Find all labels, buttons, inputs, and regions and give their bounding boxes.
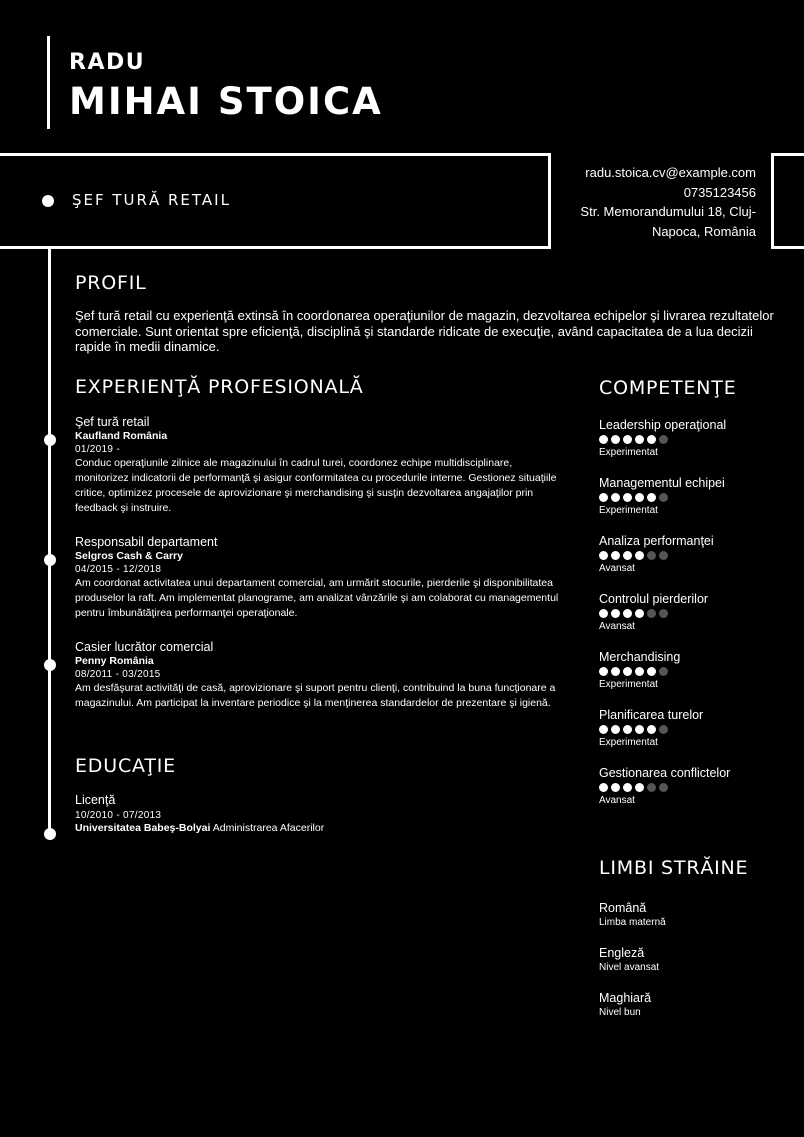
rating-dot-icon: [623, 725, 632, 734]
contact-address-line2: Napoca, România: [651, 223, 756, 239]
job-role: Responsabil departament: [75, 535, 218, 549]
skill-item: [599, 476, 789, 534]
skill-name: Analiza performanţei: [599, 534, 714, 548]
timeline-dot: [44, 659, 56, 671]
skill-rating: [599, 667, 789, 676]
experience-item: [75, 535, 560, 621]
rating-dot-icon: [659, 725, 668, 734]
last-name: MIHAI STOICA: [69, 80, 383, 123]
skill-level: Avansat: [599, 563, 635, 574]
contact-address-line1: Str. Memorandumului 18, Cluj-: [580, 204, 756, 219]
rating-dot-icon: [623, 493, 632, 502]
skill-level: Avansat: [599, 795, 635, 806]
job-company: Kaufland România: [75, 430, 168, 442]
first-name: RADU: [69, 50, 146, 75]
rating-dot-icon: [635, 783, 644, 792]
job-dates: 08/2011 - 03/2015: [75, 669, 161, 680]
language-item: [599, 946, 659, 973]
skill-level: Avansat: [599, 621, 635, 632]
skill-name: Managementul echipei: [599, 476, 725, 490]
job-dates: 01/2019 -: [75, 444, 120, 455]
language-name: Engleză: [599, 946, 645, 960]
skill-level: Experimentat: [599, 737, 658, 748]
rating-dot-icon: [647, 725, 656, 734]
skill-rating: [599, 435, 789, 444]
education-item: [75, 793, 324, 834]
skill-name: Gestionarea conflictelor: [599, 766, 731, 780]
skill-item: [599, 766, 789, 824]
rating-dot-icon: [599, 609, 608, 618]
rating-dot-icon: [647, 551, 656, 560]
job-description: Am coordonat activitatea unui departament comercial, am urmărit stocurile, pierderile şi disponibilitatea produselor la raft. Am implementat planograme, am analizat vânzările şi am colaborat cu managementul pentru îmbunătăţirea performanţei operaţionale.: [75, 577, 559, 619]
skills-heading: COMPETENŢE: [599, 377, 737, 399]
rating-dot-icon: [635, 667, 644, 676]
experience-heading: EXPERIENŢĂ PROFESIONALĂ: [75, 376, 364, 398]
rating-dot-icon: [659, 609, 668, 618]
skill-level: Experimentat: [599, 447, 658, 458]
skill-name: Planificarea turelor: [599, 708, 704, 722]
education-dates: 10/2010 - 07/2013: [75, 810, 162, 821]
timeline-dot: [44, 828, 56, 840]
skills-list: [599, 418, 789, 824]
job-role: Casier lucrător comercial: [75, 640, 214, 654]
job-role: Şef tură retail: [75, 415, 150, 429]
experience-item: [75, 640, 560, 711]
skill-name: Merchandising: [599, 650, 681, 664]
rating-dot-icon: [635, 725, 644, 734]
rating-dot-icon: [599, 435, 608, 444]
skill-level: Experimentat: [599, 679, 658, 690]
experience-item: [75, 415, 560, 516]
education-field: Administrarea Afacerilor: [212, 822, 325, 834]
contact-phone[interactable]: 0735123456: [683, 184, 756, 200]
rating-dot-icon: [599, 667, 608, 676]
timeline-line: [48, 246, 51, 835]
rating-dot-icon: [659, 435, 668, 444]
skill-name: Controlul pierderilor: [599, 592, 709, 606]
rating-dot-icon: [647, 783, 656, 792]
rating-dot-icon: [635, 551, 644, 560]
name-accent-bar: [47, 36, 50, 129]
skill-rating: [599, 725, 789, 734]
bullet-icon: [42, 195, 54, 207]
rating-dot-icon: [647, 609, 656, 618]
skill-item: [599, 708, 789, 766]
rating-dot-icon: [611, 435, 620, 444]
language-item: [599, 901, 666, 928]
rating-dot-icon: [659, 667, 668, 676]
job-description: Am desfăşurat activităţi de casă, aprovizionare şi suport pentru clienţi, contribuind la buna funcţionare a magazinului. Am participat la inventare periodice şi la menţinerea standardelor de prezentare şi igienă.: [75, 682, 556, 709]
skill-item: [599, 534, 789, 592]
rating-dot-icon: [659, 493, 668, 502]
education-degree: Licenţă: [75, 793, 116, 807]
skill-item: [599, 418, 789, 476]
skill-level: Experimentat: [599, 505, 658, 516]
education-school-line: [75, 822, 324, 834]
skill-rating: [599, 493, 789, 502]
job-company: Penny România: [75, 655, 154, 667]
skill-name: Leadership operaţional: [599, 418, 727, 432]
rating-dot-icon: [623, 551, 632, 560]
rating-dot-icon: [611, 667, 620, 676]
rating-dot-icon: [647, 493, 656, 502]
contact-block: [560, 163, 756, 241]
rating-dot-icon: [635, 493, 644, 502]
language-level: Nivel avansat: [599, 962, 660, 973]
rating-dot-icon: [611, 725, 620, 734]
rating-dot-icon: [647, 667, 656, 676]
rating-dot-icon: [635, 435, 644, 444]
rating-dot-icon: [659, 551, 668, 560]
language-name: Română: [599, 901, 647, 915]
language-level: Nivel bun: [599, 1007, 641, 1018]
rating-dot-icon: [599, 493, 608, 502]
decorative-box: [771, 153, 804, 249]
education-heading: EDUCAŢIE: [75, 755, 176, 777]
timeline-dot: [44, 434, 56, 446]
rating-dot-icon: [623, 435, 632, 444]
rating-dot-icon: [611, 783, 620, 792]
timeline-dot: [44, 554, 56, 566]
education-school: Universitatea Babeş-Bolyai: [75, 822, 211, 834]
rating-dot-icon: [611, 493, 620, 502]
contact-email[interactable]: radu.stoica.cv@example.com: [585, 165, 756, 180]
rating-dot-icon: [599, 725, 608, 734]
job-title: ŞEF TURĂ RETAIL: [72, 191, 231, 209]
rating-dot-icon: [599, 551, 608, 560]
profile-text: Şef tură retail cu experienţă extinsă în coordonarea operaţiunilor de magazin, dezvoltarea echipelor şi livrarea rezultatelor comerciale. Sunt orientat spre eficienţă, disciplină şi standarde ridicate de execuţie, având capacitatea de a lua decizii rapide în medii dinamice.: [75, 308, 774, 354]
rating-dot-icon: [647, 435, 656, 444]
skill-rating: [599, 551, 789, 560]
rating-dot-icon: [611, 609, 620, 618]
profile-heading: PROFIL: [75, 272, 147, 294]
rating-dot-icon: [635, 609, 644, 618]
job-dates: 04/2015 - 12/2018: [75, 564, 162, 575]
rating-dot-icon: [611, 551, 620, 560]
skill-rating: [599, 609, 789, 618]
skill-item: [599, 650, 789, 708]
rating-dot-icon: [623, 783, 632, 792]
language-level: Limba maternă: [599, 917, 666, 928]
job-company: Selgros Cash & Carry: [75, 550, 183, 562]
rating-dot-icon: [623, 667, 632, 676]
language-name: Maghiară: [599, 991, 652, 1005]
skill-rating: [599, 783, 789, 792]
rating-dot-icon: [659, 783, 668, 792]
rating-dot-icon: [599, 783, 608, 792]
languages-heading: LIMBI STRĂINE: [599, 857, 749, 879]
job-description: Conduc operaţiunile zilnice ale magazinului în cadrul turei, coordonez echipe multidisciplinare, monitorizez indicatorii de performanţă şi asigur conformitatea cu procedurile interne. Gestionez situaţiile critice, optimizez procesele de aprovizionare şi merchandising şi susţin dezvoltarea angajaţilor prin feedback şi instruire.: [75, 457, 557, 514]
skill-item: [599, 592, 789, 650]
rating-dot-icon: [623, 609, 632, 618]
language-item: [599, 991, 651, 1018]
